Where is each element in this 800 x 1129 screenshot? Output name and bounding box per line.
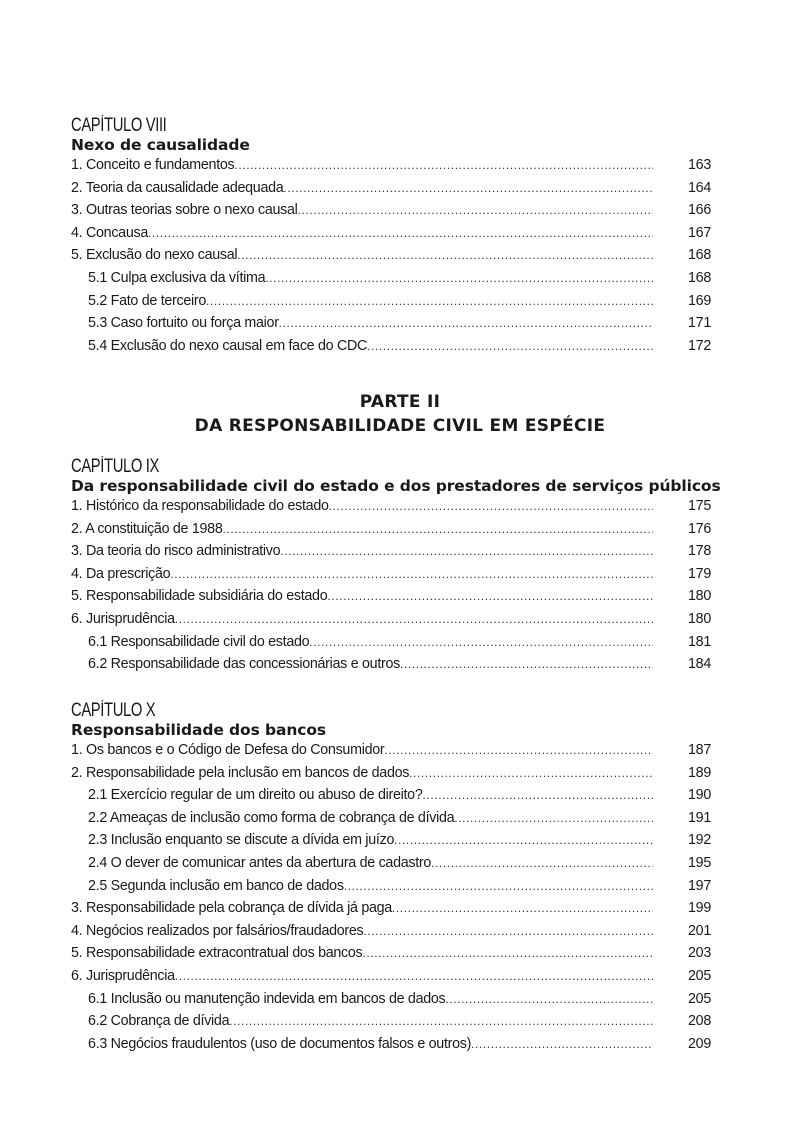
toc-entry-page: 178 (688, 543, 711, 560)
toc-entry-title: 6. Jurisprudência (71, 610, 175, 627)
toc-entry-page: 205 (688, 967, 711, 984)
toc-entry (71, 762, 711, 785)
toc-entry-page: 208 (688, 1013, 711, 1030)
toc-entry-title: 3. Outras teorias sobre o nexo causal (71, 202, 298, 219)
toc-entry-page: 192 (688, 832, 711, 849)
toc-entry-title: 1. Conceito e fundamentos (71, 157, 235, 173)
toc-entry-page: 168 (688, 247, 711, 264)
dot-leader (170, 563, 653, 586)
chapter-9-section (71, 456, 721, 676)
dot-leader (445, 988, 653, 1011)
toc-entry (71, 177, 711, 200)
toc-entry (71, 312, 711, 335)
toc-entry (71, 585, 711, 608)
dot-leader (367, 335, 653, 358)
toc-entry-page: 175 (688, 498, 711, 514)
toc-entry-page: 191 (688, 809, 711, 826)
toc-entry-title: 5.1 Culpa exclusiva da vítima (88, 269, 266, 286)
toc-entry-page: 197 (688, 877, 711, 894)
toc-entry-title: 5. Exclusão do nexo causal (71, 247, 238, 264)
dot-leader (329, 495, 653, 518)
toc-entry (71, 920, 711, 943)
chapter-title: Nexo de causalidade (71, 136, 250, 154)
dot-leader (283, 177, 653, 200)
toc-entry (71, 829, 711, 852)
toc-entry-page: 187 (688, 742, 711, 758)
dot-leader (234, 154, 653, 177)
dot-leader (237, 244, 653, 267)
toc-entry-page: 176 (688, 520, 711, 537)
chapter-label: CAPÍTULO IX (71, 456, 159, 477)
dot-leader (206, 290, 653, 313)
toc-entry-title: 2.2 Ameaças de inclusão como forma de cobrança de dívida (88, 809, 455, 826)
chapter-label: CAPÍTULO X (71, 700, 156, 721)
toc-entry-title: 4. Negócios realizados por falsários/fraudadores (71, 922, 364, 939)
toc-entry (71, 653, 711, 676)
dot-leader (265, 267, 653, 290)
toc-entry (71, 608, 711, 631)
dot-leader (222, 518, 653, 541)
toc-entry-title: 2. A constituição de 1988 (71, 520, 223, 537)
dot-leader (279, 312, 653, 335)
toc-entry-title: 2. Teoria da causalidade adequada (71, 179, 284, 196)
toc-entry (71, 942, 711, 965)
toc-entry-page: 184 (688, 656, 711, 673)
toc-entry-title: 4. Da prescrição (71, 565, 171, 582)
dot-leader (471, 1033, 653, 1056)
toc-entry-page: 180 (688, 588, 711, 605)
toc-entry-page: 166 (688, 202, 711, 219)
toc-entry-title: 2. Responsabilidade pela inclusão em bancos de dados (71, 764, 410, 781)
dot-leader (409, 762, 653, 785)
toc-entry-page: 167 (688, 224, 711, 241)
toc-entry-page: 171 (688, 315, 711, 332)
toc-entry-title: 2.3 Inclusão enquanto se discute a dívida em juízo (88, 832, 395, 849)
toc-entry-page: 195 (688, 854, 711, 871)
dot-leader (175, 608, 653, 631)
dot-leader (384, 739, 653, 762)
dot-leader (344, 875, 653, 898)
toc-entry-title: 6.3 Negócios fraudulentos (uso de documentos falsos e outros) (88, 1035, 472, 1052)
toc-entry-page: 199 (688, 900, 711, 917)
toc-entry-page: 203 (688, 945, 711, 962)
dot-leader (363, 920, 653, 943)
toc-entry (71, 897, 711, 920)
toc-entry (71, 495, 711, 518)
toc-entry-title: 5.2 Fato de terceiro (88, 292, 206, 309)
dot-leader (392, 897, 653, 920)
toc-entry-title: 5.4 Exclusão do nexo causal em face do CDC (88, 337, 368, 354)
toc-entry (71, 267, 711, 290)
toc-list (71, 154, 711, 357)
part-heading (0, 390, 800, 438)
toc-entry-page: 168 (688, 269, 711, 286)
toc-entry-title: 2.4 O dever de comunicar antes da abertura de cadastro (88, 854, 432, 871)
toc-entry-title: 5. Responsabilidade extracontratual dos bancos (71, 945, 363, 962)
toc-entry-title: 5. Responsabilidade subsidiária do estado (71, 588, 328, 605)
toc-entry-page: 164 (688, 179, 711, 196)
toc-entry-page: 163 (688, 157, 711, 173)
toc-entry-page: 209 (688, 1035, 711, 1052)
toc-entry-page: 189 (688, 764, 711, 781)
toc-entry (71, 540, 711, 563)
chapter-title: Responsabilidade dos bancos (71, 721, 327, 739)
toc-entry (71, 154, 711, 177)
toc-entry-title: 4. Concausa (71, 224, 148, 241)
dot-leader (148, 222, 653, 245)
toc-entry-title: 2.1 Exercício regular de um direito ou abuso de direito? (88, 787, 423, 804)
toc-entry (71, 784, 711, 807)
dot-leader (454, 807, 653, 830)
toc-entry-title: 1. Os bancos e o Código de Defesa do Consumidor (71, 742, 385, 758)
toc-entry-title: 6.1 Inclusão ou manutenção indevida em bancos de dados (88, 990, 446, 1007)
toc-entry-page: 181 (688, 633, 711, 650)
chapter-label: CAPÍTULO VIII (71, 115, 167, 136)
toc-entry-title: 5.3 Caso fortuito ou força maior (88, 315, 279, 332)
toc-entry-page: 205 (688, 990, 711, 1007)
toc-entry (71, 222, 711, 245)
dot-leader (327, 585, 653, 608)
toc-entry (71, 335, 711, 358)
toc-entry (71, 563, 711, 586)
toc-entry-title: 3. Responsabilidade pela cobrança de dívida já paga (71, 900, 392, 917)
dot-leader (175, 965, 653, 988)
toc-entry (71, 739, 711, 762)
toc-entry (71, 852, 711, 875)
toc-entry (71, 875, 711, 898)
toc-entry-title: 1. Histórico da responsabilidade do estado (71, 498, 329, 514)
chapter-10-section (71, 700, 711, 1055)
toc-entry (71, 988, 711, 1011)
toc-list (71, 495, 711, 676)
toc-entry-title: 2.5 Segunda inclusão em banco de dados (88, 877, 344, 894)
toc-entry-title: 6.2 Cobrança de dívida (88, 1013, 230, 1030)
toc-entry (71, 290, 711, 313)
toc-entry (71, 807, 711, 830)
toc-entry (71, 1033, 711, 1056)
toc-entry (71, 199, 711, 222)
part-title: DA RESPONSABILIDADE CIVIL EM ESPÉCIE (194, 416, 606, 436)
dot-leader (400, 653, 653, 676)
dot-leader (298, 199, 653, 222)
toc-entry-page: 179 (688, 565, 711, 582)
dot-leader (362, 942, 653, 965)
dot-leader (280, 540, 653, 563)
toc-entry-page: 169 (688, 292, 711, 309)
toc-entry (71, 631, 711, 654)
part-number: PARTE II (359, 392, 441, 412)
toc-entry-title: 3. Da teoria do risco administrativo (71, 543, 281, 560)
toc-entry (71, 1010, 711, 1033)
dot-leader (422, 784, 653, 807)
toc-entry (71, 518, 711, 541)
dot-leader (309, 631, 653, 654)
chapter-title: Da responsabilidade civil do estado e dos prestadores de serviços públicos (71, 477, 721, 495)
toc-entry-page: 172 (688, 337, 711, 354)
dot-leader (394, 829, 653, 852)
chapter-8-section (71, 115, 711, 357)
toc-entry (71, 244, 711, 267)
toc-entry-title: 6. Jurisprudência (71, 967, 175, 984)
toc-entry-page: 201 (688, 922, 711, 939)
toc-list (71, 739, 711, 1055)
toc-entry-page: 180 (688, 610, 711, 627)
toc-entry-title: 6.2 Responsabilidade das concessionárias e outros (88, 656, 400, 673)
toc-entry-page: 190 (688, 787, 711, 804)
toc-entry-title: 6.1 Responsabilidade civil do estado (88, 633, 310, 650)
dot-leader (229, 1010, 653, 1033)
dot-leader (431, 852, 653, 875)
toc-entry (71, 965, 711, 988)
